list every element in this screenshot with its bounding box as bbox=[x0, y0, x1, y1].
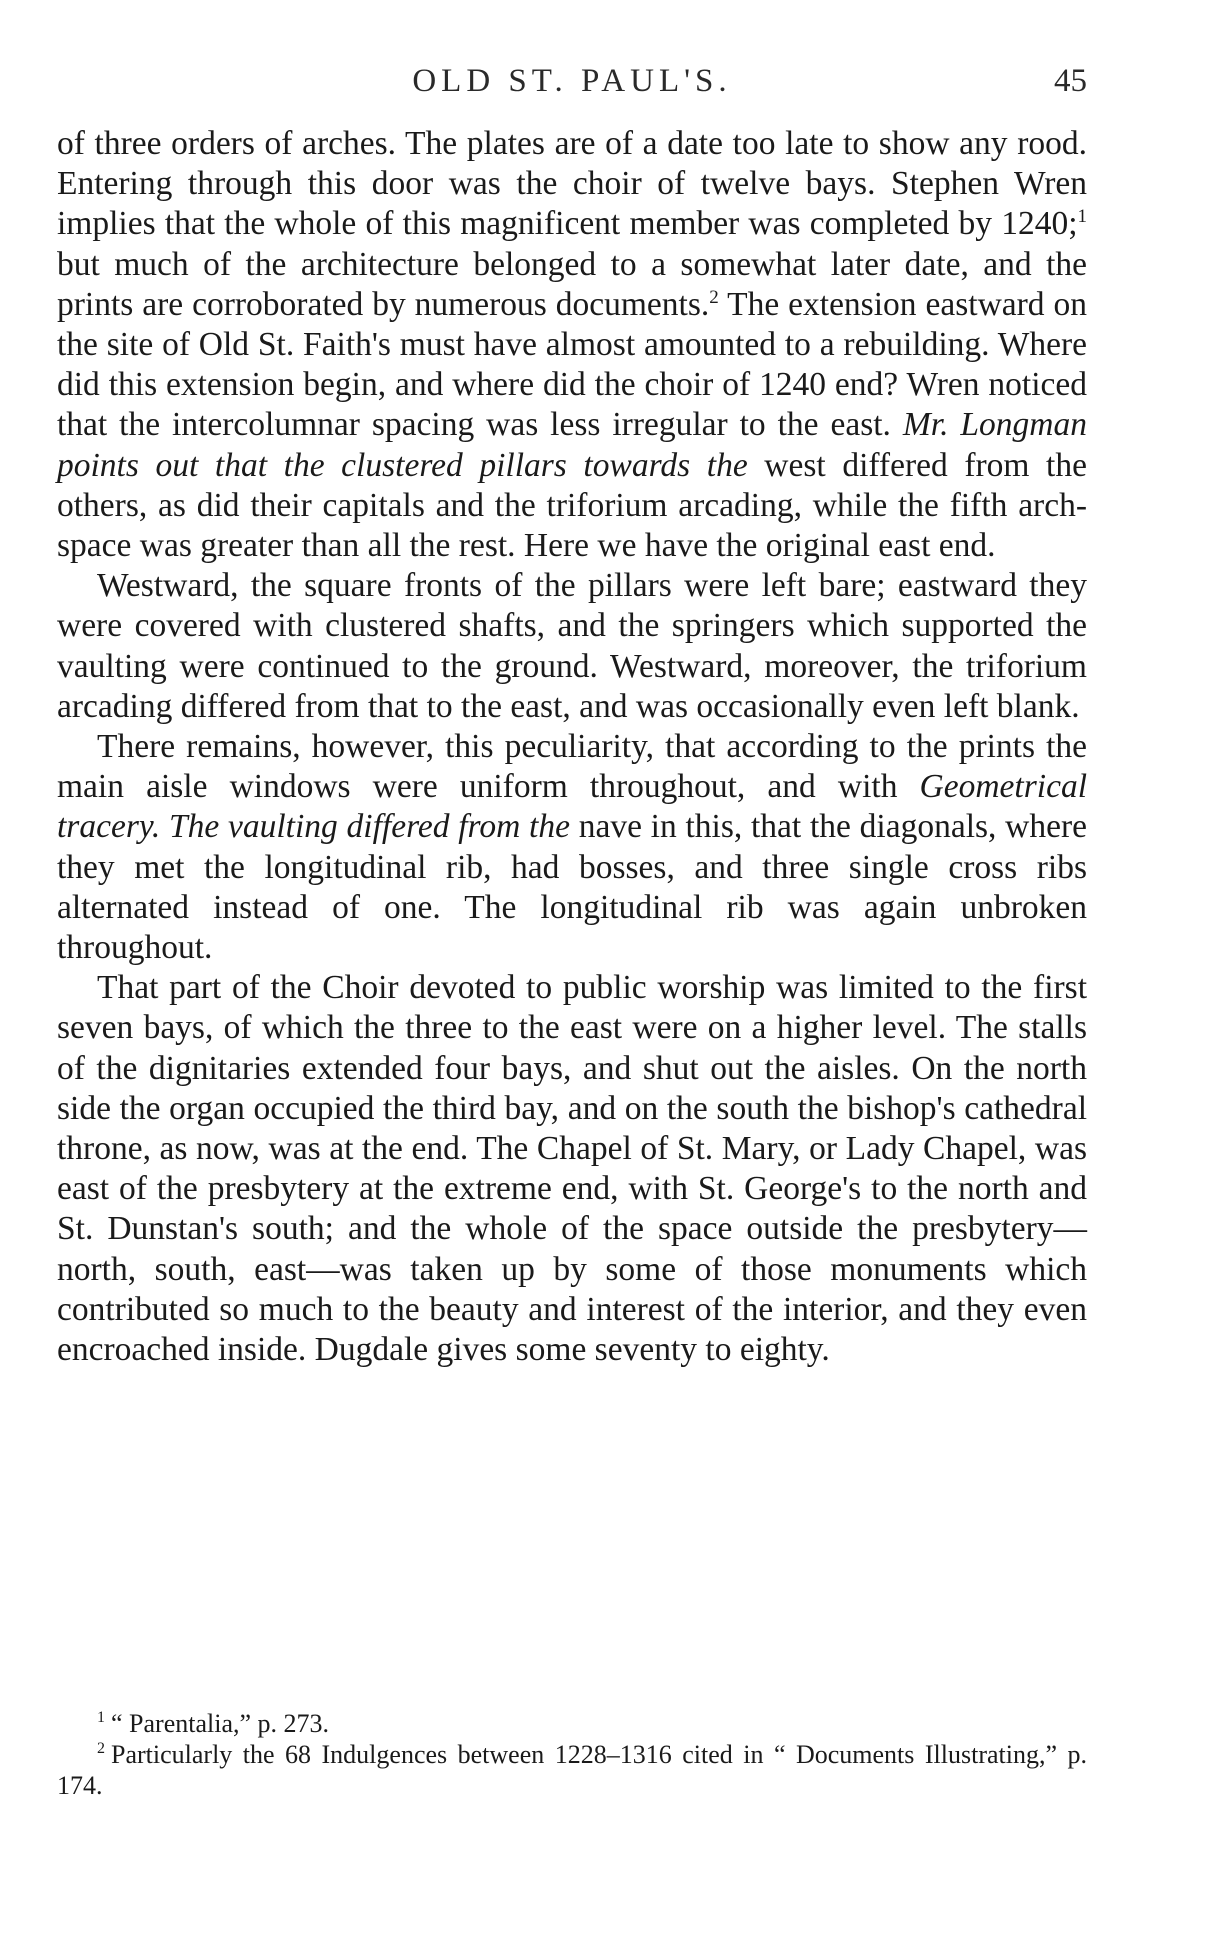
paragraph-choir-worship: That part of the Choir devoted to public worship was limited to the first seven bays, of which the three to the east were on a higher level. The stalls of the dignitaries extended four bays, and shut out the aisles. On the north side the organ occupied the third bay, and on the south the bishop's cathedral throne, as now, was at the end. The Chapel of St. Mary, or Lady Chapel, was east of the presbytery at the extreme end, with St. George's to the north and St. Dunstan's south; and the whole of the space outside the presbytery—north, south, east—was taken up by some of those monuments which contributed so much to the beauty and interest of the interior, and they even encroached inside. Dugdale gives some seventy to eighty. bbox=[57, 969, 1087, 1369]
paragraph-aisle-windows bbox=[57, 727, 1087, 968]
footnote-mark: 2 bbox=[97, 1740, 105, 1758]
paragraph-text: The extension eastward on the site of Old St. Faith's must have almost amounted to a rebuilding. Where did this extension begin, and where did the choir of 1240 end? Wren noticed that the intercolumnar spacing was less irregular to the east. bbox=[57, 285, 1087, 444]
paragraph-text: of three orders of arches. The plates are of a date too late to show any rood. Entering through this door was the choir of twelve bays. Stephen Wren implies that the whole of this magnificent member was completed by 1240; bbox=[57, 125, 1087, 243]
paragraph-text: but much of the architecture belonged to a somewhat later date, and the prints are corroborated by numerous documents. bbox=[57, 245, 1087, 323]
footnote-text: “ Parentalia,” p. 273. bbox=[111, 1709, 330, 1738]
paragraph-text: There remains, however, this peculiarity, that according to the prints the main aisle windows were uniform throughout, and with bbox=[57, 728, 1087, 806]
footnote-1 bbox=[57, 1708, 1087, 1739]
body-text bbox=[57, 124, 1087, 1370]
paragraph-choir-of-twelve-bays bbox=[57, 124, 1087, 566]
running-title: OLD ST. PAUL'S. bbox=[412, 63, 732, 99]
footnote-reference-1: 1 bbox=[1077, 206, 1087, 228]
footnote-reference-2: 2 bbox=[709, 286, 719, 308]
paragraph-westward-pillars: Westward, the square fronts of the pillars were left bare; eastward they were covered with clustered shafts, and the springers which supported the vaulting were continued to the ground. Westward, moreover, the triforium arcading differed from that to the east, and was occasionally even left blank. bbox=[57, 567, 1087, 725]
footnote-2 bbox=[57, 1739, 1087, 1801]
page-number: 45 bbox=[1054, 63, 1087, 99]
italic-text: Mr. Longman points out that the clustered pillars towards the bbox=[57, 406, 1087, 484]
paragraph-text: west differed from the others, as did their capitals and the triforium arcading, while the fifth arch-space was greater than all the rest. Here we have the original east end. bbox=[57, 446, 1087, 565]
italic-text: Geometrical tracery. The vaulting differed from the bbox=[57, 768, 1087, 846]
running-head bbox=[57, 56, 1087, 106]
footnote-text: Particularly the 68 Indulgences between 1228–1316 cited in “ Documents Illustrating,” p. 174. bbox=[57, 1740, 1087, 1800]
footnotes bbox=[57, 1708, 1087, 1801]
footnote-mark: 1 bbox=[97, 1709, 105, 1727]
paragraph-text: nave in this, that the diagonals, where they met the longitudinal rib, had bosses, and three single cross ribs alternated instead of one. The longitudinal rib was again unbroken throughout. bbox=[57, 808, 1087, 967]
